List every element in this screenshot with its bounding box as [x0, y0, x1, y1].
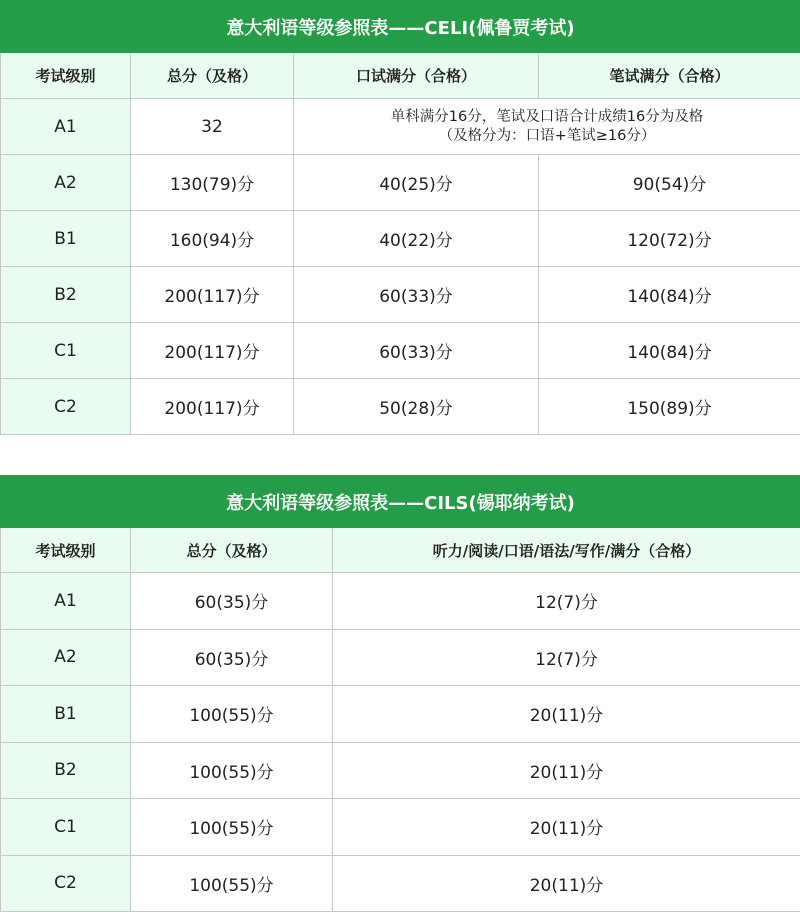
total-cell: 100(55)分	[131, 742, 333, 799]
level-cell: B1	[1, 211, 131, 267]
table-row	[1, 799, 800, 856]
section-cell: 12(7)分	[333, 573, 800, 630]
section-cell: 20(11)分	[333, 855, 800, 912]
oral-cell: 50(28)分	[294, 379, 539, 435]
note-line: 单科满分16分，笔试及口语合计成绩16分为及格	[390, 108, 704, 125]
oral-cell: 40(25)分	[294, 155, 539, 211]
level-cell: A1	[1, 573, 131, 630]
total-cell: 100(55)分	[131, 855, 333, 912]
celi-title: 意大利语等级参照表——CELI(佩鲁贾考试)	[1, 1, 800, 53]
table-row	[1, 99, 800, 155]
total-cell: 60(35)分	[131, 629, 333, 686]
total-cell: 32	[131, 99, 294, 155]
written-cell: 150(89)分	[539, 379, 800, 435]
oral-cell: 40(22)分	[294, 211, 539, 267]
section-cell: 12(7)分	[333, 629, 800, 686]
header-level: 考试级别	[1, 53, 131, 99]
header-total: 总分（及格）	[131, 53, 294, 99]
header-section: 听力/阅读/口语/语法/写作/满分（合格）	[333, 528, 800, 573]
table-row	[1, 686, 800, 743]
written-cell: 140(84)分	[539, 323, 800, 379]
table-row	[1, 323, 800, 379]
level-cell: B2	[1, 742, 131, 799]
header-oral: 口试满分（合格）	[294, 53, 539, 99]
level-cell: A2	[1, 629, 131, 686]
level-cell: B1	[1, 686, 131, 743]
header-level: 考试级别	[1, 528, 131, 573]
level-cell: C2	[1, 855, 131, 912]
oral-cell: 60(33)分	[294, 323, 539, 379]
cils-title: 意大利语等级参照表——CILS(锡耶纳考试)	[1, 476, 800, 528]
table-row	[1, 155, 800, 211]
header-written: 笔试满分（合格）	[539, 53, 800, 99]
level-cell: C2	[1, 379, 131, 435]
level-cell: A1	[1, 99, 131, 155]
section-cell: 20(11)分	[333, 686, 800, 743]
total-cell: 160(94)分	[131, 211, 294, 267]
table-row	[1, 379, 800, 435]
total-cell: 60(35)分	[131, 573, 333, 630]
section-cell: 20(11)分	[333, 742, 800, 799]
written-cell: 140(84)分	[539, 267, 800, 323]
total-cell: 200(117)分	[131, 267, 294, 323]
table-row	[1, 267, 800, 323]
table-row	[1, 855, 800, 912]
total-cell: 200(117)分	[131, 323, 294, 379]
level-cell: C1	[1, 323, 131, 379]
written-cell: 90(54)分	[539, 155, 800, 211]
table-row	[1, 573, 800, 630]
cils-table	[0, 475, 800, 912]
table-row	[1, 211, 800, 267]
celi-table	[0, 0, 800, 435]
table-row	[1, 629, 800, 686]
level-cell: A2	[1, 155, 131, 211]
written-cell: 120(72)分	[539, 211, 800, 267]
total-cell: 200(117)分	[131, 379, 294, 435]
level-cell: C1	[1, 799, 131, 856]
note-line: （及格分为：口语+笔试≥16分）	[438, 127, 656, 144]
oral-cell: 60(33)分	[294, 267, 539, 323]
total-cell: 100(55)分	[131, 799, 333, 856]
level-cell: B2	[1, 267, 131, 323]
header-total: 总分（及格）	[131, 528, 333, 573]
total-cell: 130(79)分	[131, 155, 294, 211]
table-row	[1, 742, 800, 799]
total-cell: 100(55)分	[131, 686, 333, 743]
section-cell: 20(11)分	[333, 799, 800, 856]
a1-note	[294, 99, 800, 155]
